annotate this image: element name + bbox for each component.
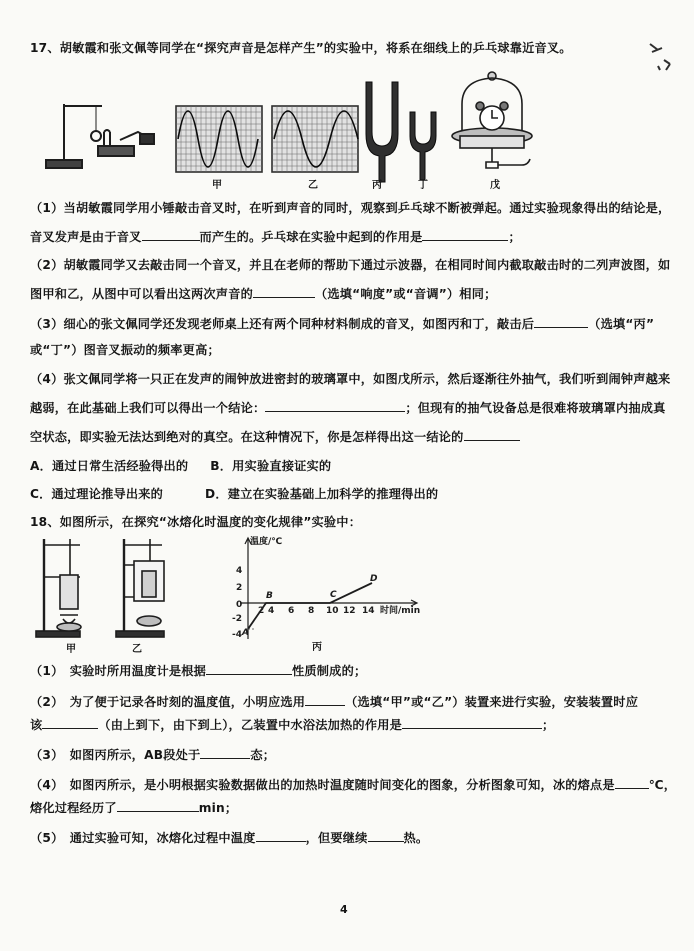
answer-blank[interactable] — [142, 228, 200, 241]
answer-blank[interactable] — [265, 399, 405, 412]
pingpong-apparatus — [46, 104, 154, 168]
answer-blank[interactable] — [402, 716, 542, 729]
answer-blank[interactable] — [253, 285, 315, 298]
fig-label-bing-18: 丙 — [312, 642, 322, 653]
q17-p3-line1: （3）细心的张文佩同学还发现老师桌上还有两个同种材料制成的音叉，如图丙和丁，敲击后 （选填“丙” — [30, 317, 655, 331]
x-tick: 8 — [308, 606, 315, 616]
q17-p1-line2: 音叉发声是由于音叉 而产生的。乒乓球在实验中起到的作用是 ； — [30, 230, 521, 244]
answer-blank[interactable] — [615, 776, 649, 789]
q17-p1-line1: （1）当胡敏霞同学用小锤敲击音叉时，在听到声音的同时，观察到乒乓球不断被弹起。通过实验现象得出的结论是， — [30, 201, 671, 215]
q17-options-ab — [30, 458, 672, 474]
answer-blank[interactable] — [368, 829, 404, 842]
x-tick: 6 — [288, 606, 295, 616]
x-tick: 4 — [268, 606, 275, 616]
q17-p4-line3: 空状态，即实验无法达到绝对的真空。在这种情况下，你是怎样得出这一结论的 — [30, 428, 672, 445]
fig-label-wu: 戊 — [490, 180, 500, 191]
y-tick: 0 — [236, 600, 243, 610]
answer-blank[interactable] — [422, 228, 508, 241]
fig-label-jia-18: 甲 — [66, 644, 76, 655]
answer-blank[interactable] — [464, 428, 520, 441]
q18-p5: （5） 通过实验可知，冰熔化过程中温度 ，但要继续 热。 — [30, 831, 429, 845]
option-b: B．用实验直接证实的 — [210, 459, 332, 473]
page-number: 4 — [340, 903, 348, 916]
q18-p2-line2: 该 （由上到下，由下到上），乙装置中水浴法加热的作用是 ； — [30, 718, 555, 732]
x-tick: 12 — [343, 606, 356, 616]
fig-label-bing: 丙 — [372, 180, 382, 191]
temperature-time-graph — [222, 533, 442, 643]
answer-blank[interactable] — [305, 693, 345, 706]
q17-p4-line2: 越弱，在此基础上我们可以得出一个结论： ；但现有的抽气设备总是很难将玻璃罩内抽成真 — [30, 401, 666, 415]
y-tick: 4 — [236, 566, 243, 576]
bell-jar — [452, 72, 532, 168]
point-label-b: B — [266, 591, 273, 601]
tuning-fork-ding — [410, 112, 436, 180]
q17-p2-line1: （2）胡敏霞同学又去敲击同一个音叉，并且在老师的帮助下通过示波器，在相同时间内截取敲击时的二列声波图，如 — [30, 258, 671, 272]
waveform-grid-yi — [272, 106, 358, 172]
q17-p3-line2: 或“丁”）图音叉振动的频率更高； — [30, 343, 220, 357]
x-tick: 2 — [258, 606, 265, 616]
y-tick: -4 — [232, 630, 242, 640]
fig-label-yi: 乙 — [308, 180, 318, 191]
tuning-fork-bing — [366, 82, 398, 182]
q18-intro: 18、如图所示，在探究“冰熔化时温度的变化规律”实验中： — [30, 515, 362, 529]
q17-intro: 17、胡敏霞和张文佩等同学在“探究声音是怎样产生”的实验中，将系在细线上的乒乓球靠近音叉。 — [30, 41, 572, 55]
fig-label-jia: 甲 — [212, 180, 222, 191]
point-label-a: A — [242, 628, 249, 638]
answer-blank[interactable] — [42, 716, 98, 729]
y-tick: 2 — [236, 583, 243, 593]
answer-blank[interactable] — [200, 746, 250, 759]
option-d: D．建立在实验基础上加科学的推理得出的 — [205, 487, 439, 501]
q18-p3: （3） 如图丙所示，AB段处于 态； — [30, 748, 276, 762]
q18-p2-line1: （2） 为了便于记录各时刻的温度值，小明应选用 （选填“甲”或“乙”）装置来进行实验，安装装置时应 — [30, 695, 639, 709]
graph-xlabel: 时间/min — [380, 606, 421, 616]
point-label-d: D — [370, 574, 378, 584]
q17-options-cd — [30, 486, 672, 502]
point-label-c: C — [330, 590, 337, 600]
y-tick: -2 — [232, 614, 242, 624]
answer-blank[interactable] — [256, 829, 306, 842]
q18-p1: （1） 实验时所用温度计是根据 性质制成的； — [30, 664, 367, 678]
q17-figures — [40, 70, 680, 195]
fig-label-ding: 丁 — [418, 180, 428, 191]
waveform-grid-jia — [176, 106, 262, 172]
q18-apparatus — [30, 535, 210, 650]
answer-blank[interactable] — [117, 799, 199, 812]
q17-p4-line1: （4）张文佩同学将一只正在发声的闹钟放进密封的玻璃罩中，如图戊所示，然后逐渐往外抽气，我们听到闹钟声越来 — [30, 372, 671, 386]
answer-blank[interactable] — [206, 662, 292, 675]
x-tick: 10 — [326, 606, 339, 616]
q18-p4-line1: （4） 如图丙所示，是小明根据实验数据做出的加热时温度随时间变化的图象，分析图象可知，冰的熔点是 ℃， — [30, 778, 677, 792]
option-a: A．通过日常生活经验得出的 — [30, 459, 189, 473]
answer-blank[interactable] — [534, 315, 588, 328]
graph-ylabel: 温度/℃ — [250, 537, 283, 547]
x-tick: 14 — [362, 606, 375, 616]
q17-p2-line2: 图甲和乙，从图中可以看出这两次声音的 （选填“响度”或“音调”）相同； — [30, 287, 497, 301]
option-c: C．通过理论推导出来的 — [30, 487, 164, 501]
q18-p4-line2: 熔化过程经历了 min； — [30, 801, 238, 815]
fig-label-yi-18: 乙 — [132, 644, 142, 655]
